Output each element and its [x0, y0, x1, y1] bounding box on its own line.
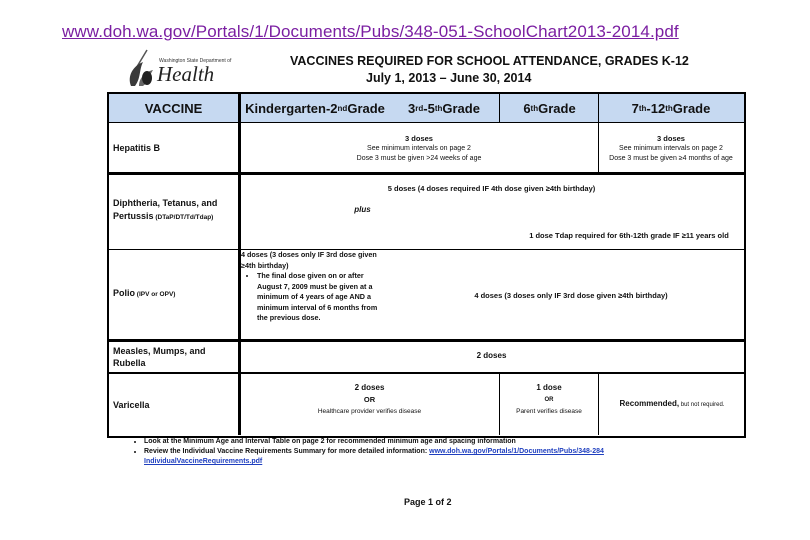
document-url-link[interactable]: www.doh.wa.gov/Portals/1/Documents/Pubs/348-051-SchoolChart2013-2014.pdf	[62, 22, 679, 41]
varicella-7-12-requirement: Recommended, but not required.	[619, 399, 725, 408]
row-divider	[109, 372, 744, 374]
logo-tagline: Washington State Department of	[159, 58, 232, 64]
flame-icon	[125, 48, 159, 88]
note-item: • Look at the Minimum Age and Interval Table on page 2 for recommended minimum age and spacing information	[144, 437, 604, 447]
vaccine-table	[107, 92, 746, 438]
doh-health-logo	[125, 48, 235, 88]
mmr-requirement: 2 doses	[476, 351, 507, 360]
date-range: July 1, 2013 – June 30, 2014	[366, 71, 532, 85]
row-divider	[109, 249, 744, 250]
column-header-k2: Kindergarten-2 nd Grade	[245, 100, 385, 116]
polio-grades-3-12-requirement: 4 doses (3 doses only IF 3rd dose given ≥4th birthday)	[474, 291, 668, 300]
page-title: VACCINES REQUIRED FOR SCHOOL ATTENDANCE, GRADES K-12	[290, 54, 689, 68]
logo-word: Health	[157, 62, 215, 86]
note-item: • Review the Individual Vaccine Requirements Summary for more detailed information: www.doh.wa.gov/Portals/1/Documents/Pubs/348-284 IndividualVaccineRequirements.pdf	[144, 447, 604, 467]
dtap-primary-requirement: 5 doses (4 doses required IF 4th dose given ≥4th birthday)	[387, 184, 596, 193]
varicella-6-requirement: 1 dose OR Parent verifies disease	[516, 383, 582, 415]
vaccine-name-polio: Polio (IPV or OPV)	[113, 288, 176, 298]
individual-requirements-link[interactable]: www.doh.wa.gov/Portals/1/Documents/Pubs/348-284	[429, 448, 604, 455]
column-header-3-5: 3 rd -5 th Grade	[408, 100, 480, 116]
hepb-7-12-requirement: 3 doses See minimum intervals on page 2 Dose 3 must be given ≥4 months of age	[609, 134, 733, 162]
varicella-k5-requirement: 2 doses OR Healthcare provider verifies disease	[317, 383, 422, 415]
row-divider	[109, 339, 744, 342]
hepb-k6-requirement: 3 doses See minimum intervals on page 2 Dose 3 must be given >24 weeks of age	[356, 134, 482, 162]
vaccine-name-varicella: Varicella	[113, 400, 150, 410]
vaccine-name-mmr: Measles, Mumps, and Rubella	[113, 346, 206, 368]
vaccine-name-hepatitis-b: Hepatitis B	[113, 143, 161, 153]
dtap-tdap-requirement: 1 dose Tdap required for 6th-12th grade IF ≥11 years old	[529, 231, 729, 240]
column-header-7-12: 7 th -12 th Grade	[631, 100, 711, 116]
notes-list	[130, 437, 604, 467]
dtap-plus: plus	[354, 205, 371, 214]
polio-k2-requirement: 4 doses (3 doses only IF 3rd dose given ≥4th birthday) • The final dose given on or after August 7, 2009 must be given at a minimum of 4 years of age AND a minimum interval of 6 months from the previous dose.	[241, 250, 381, 324]
divider	[499, 94, 500, 122]
column-header-6: 6 th Grade	[523, 100, 576, 116]
vaccine-name-dtap: Diphtheria, Tetanus, and Pertussis (DTaP/DT/Td/Tdap)	[113, 198, 218, 221]
page-number: Page 1 of 2	[404, 497, 452, 507]
individual-requirements-link-cont[interactable]: IndividualVaccineRequirements.pdf	[144, 458, 263, 465]
column-header-vaccine: VACCINE	[144, 100, 203, 116]
row-divider	[109, 172, 744, 175]
